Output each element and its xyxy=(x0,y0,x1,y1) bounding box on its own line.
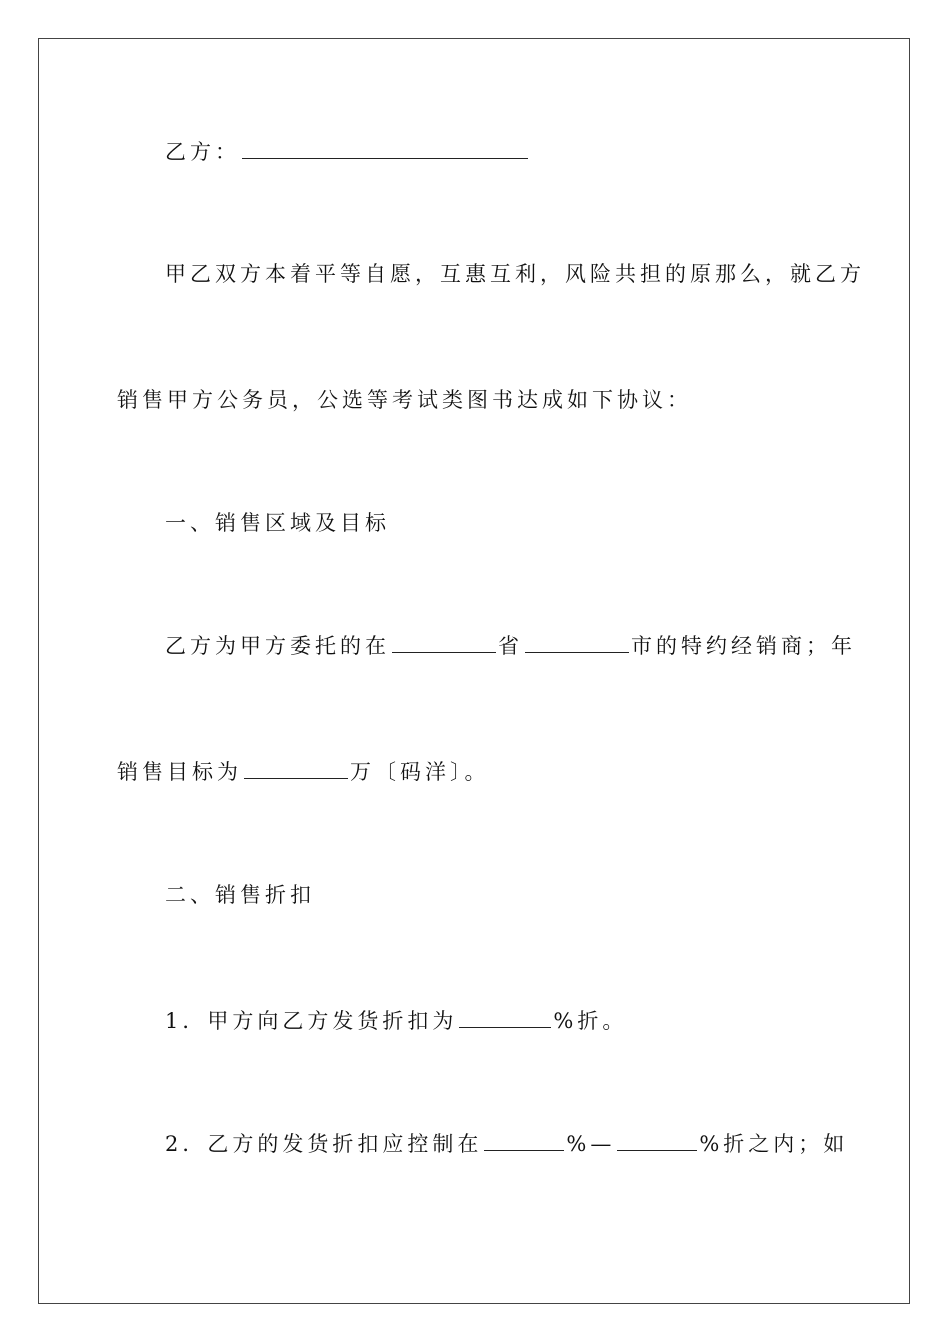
item-1-text-b: %折。 xyxy=(553,1009,628,1033)
city-blank[interactable] xyxy=(525,634,629,653)
discount-min-blank[interactable] xyxy=(484,1132,564,1151)
province-blank[interactable] xyxy=(392,634,496,653)
s1-p1-text-b: 省 xyxy=(498,634,523,658)
section-2-title: 二、销售折扣 xyxy=(165,883,315,907)
intro-line-1: 甲乙双方本着平等自愿，互惠互利，风险共担的原那么，就乙方 xyxy=(165,262,865,286)
sales-target-blank[interactable] xyxy=(244,760,348,779)
s1-p1-text-c: 市的特约经销商；年 xyxy=(631,634,856,658)
section-1-title: 一、销售区域及目标 xyxy=(165,511,390,535)
section-1-paragraph-2 xyxy=(117,757,490,787)
discount-blank[interactable] xyxy=(459,1009,551,1028)
section-1-paragraph-1 xyxy=(165,631,856,661)
section-2-item-1 xyxy=(165,1006,627,1036)
party-b-blank[interactable] xyxy=(242,140,528,159)
intro-line-2: 销售甲方公务员，公选等考试类图书达成如下协议： xyxy=(117,388,692,412)
item-2-text-a: 2．乙方的发货折扣应控制在 xyxy=(165,1132,483,1156)
s1-p1-text-a: 乙方为甲方委托的在 xyxy=(165,634,390,658)
item-1-text-a: 1．甲方向乙方发货折扣为 xyxy=(165,1009,458,1033)
s1-p2-text-a: 销售目标为 xyxy=(117,760,242,784)
s1-p2-text-b: 万〔码洋〕。 xyxy=(350,760,490,784)
party-b-line xyxy=(165,137,530,167)
party-b-label: 乙方： xyxy=(165,140,240,164)
item-2-text-b: %— xyxy=(566,1132,616,1156)
item-2-text-c: %折之内；如 xyxy=(699,1132,849,1156)
discount-max-blank[interactable] xyxy=(617,1132,697,1151)
page-border xyxy=(38,38,910,1304)
section-2-item-2 xyxy=(165,1129,848,1159)
